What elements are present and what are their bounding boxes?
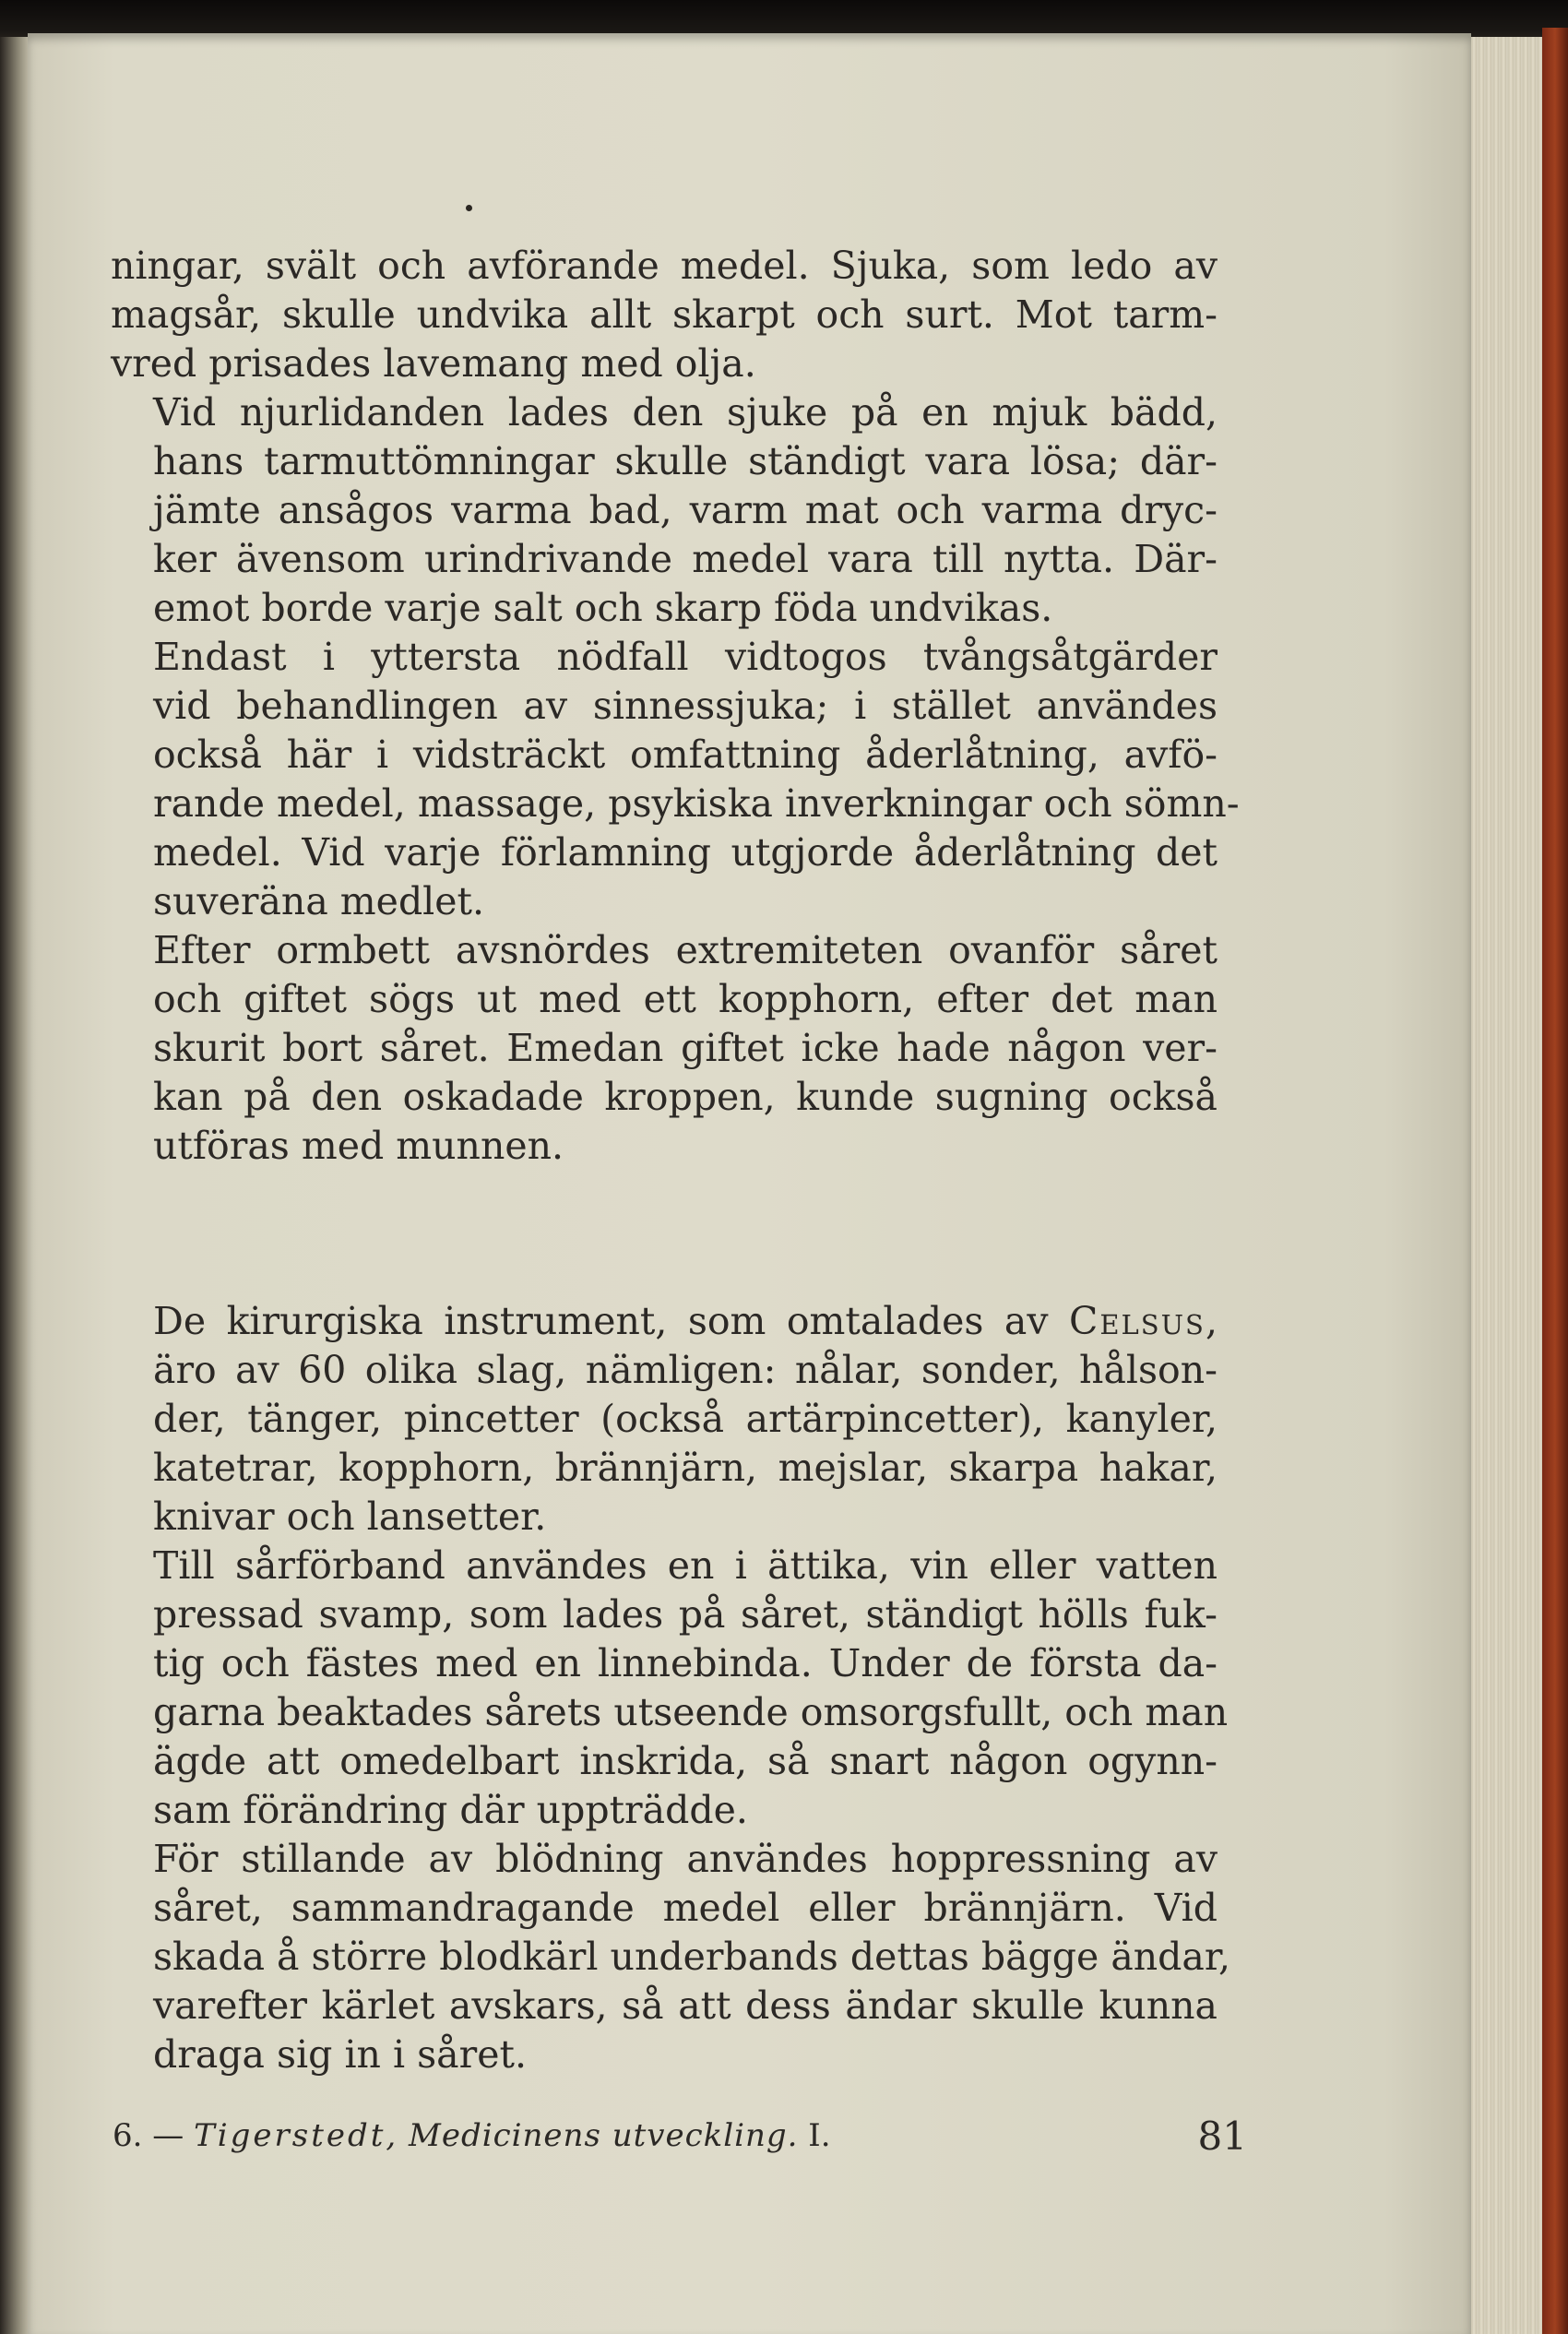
text-line: kan på den oskadade kroppen, kunde sugning också — [153, 1075, 1218, 1119]
paragraph — [111, 388, 1218, 633]
text-section-1 — [111, 242, 1240, 1171]
signature-line — [113, 2117, 831, 2154]
page-edges — [1462, 37, 1550, 2334]
text-line: katetrar, kopphorn, brännjärn, mejslar, skarpa hakar, — [153, 1446, 1218, 1490]
text-line: garna beaktades sårets utseende omsorgsfullt, och man — [153, 1690, 1229, 1734]
text-line: ker ävensom urindrivande medel vara till nytta. Där- — [153, 537, 1218, 581]
text-line: utföras med munnen. — [153, 1124, 564, 1168]
line-punctuation: , — [1205, 1299, 1218, 1343]
page-footer — [113, 2114, 1247, 2169]
ink-dot — [466, 205, 472, 211]
text-line: pressad svamp, som lades på såret, ständigt hölls fuk- — [153, 1592, 1218, 1637]
text-line: och giftet sögs ut med ett kopphorn, efter det man — [153, 977, 1218, 1021]
text-line: ningar, svält och avförande medel. Sjuka, som ledo av — [111, 244, 1218, 288]
text-line: rande medel, massage, psykiska inverkningar och sömn- — [153, 781, 1240, 826]
book-page — [28, 33, 1471, 2334]
paragraph — [111, 633, 1240, 926]
text-line: sam förändring där uppträdde. — [153, 1788, 748, 1832]
text-line: suveräna medlet. — [153, 879, 485, 923]
text-line: Efter ormbett avsnördes extremiteten ovanför såret — [153, 928, 1218, 972]
paragraph — [111, 1835, 1230, 2079]
text-line: magsår, skulle undvika allt skarpt och surt. Mot tarm- — [111, 292, 1218, 337]
signature-author: Tigerstedt, — [194, 2117, 399, 2154]
text-line: emot borde varje salt och skarp föda undvikas. — [153, 586, 1053, 630]
text-line: Endast i yttersta nödfall vidtogos tvångsåtgärder — [153, 635, 1218, 679]
text-line: hans tarmuttömningar skulle ständigt vara lösa; där- — [153, 439, 1218, 483]
text-line: draga sig in i såret. — [153, 2032, 527, 2077]
book-binding-edge — [0, 37, 31, 2334]
text-section-2 — [111, 1297, 1230, 2079]
signature-number: 6. — — [113, 2117, 184, 2154]
text-line: der, tänger, pincetter (också artärpincetter), kanyler, — [153, 1397, 1218, 1441]
book-cover-edge — [1542, 28, 1568, 2334]
text-line: knivar och lansetter. — [153, 1494, 547, 1539]
text-line: För stillande av blödning användes hoppressning av — [153, 1837, 1218, 1881]
text-line: tig och fästes med en linnebinda. Under de första da- — [153, 1641, 1218, 1685]
signature-volume: I. — [808, 2117, 831, 2154]
signature-title: Medicinens utveckling. — [409, 2117, 799, 2154]
text-line: ägde att omedelbart inskrida, så snart någon ogynn- — [153, 1739, 1218, 1783]
paragraph — [111, 926, 1218, 1171]
text-line: vid behandlingen av sinnessjuka; i stället användes — [153, 684, 1218, 728]
text-line: varefter kärlet avskars, så att dess ändar skulle kunna — [153, 1983, 1218, 2028]
text-line: skada å större blodkärl underbands dettas bägge ändar, — [153, 1935, 1230, 1979]
text-line: såret, sammandragande medel eller brännjärn. Vid — [153, 1886, 1218, 1930]
text-line: medel. Vid varje förlamning utgjorde åderlåtning det — [153, 830, 1218, 875]
paragraph — [111, 1297, 1218, 1542]
text-line — [111, 1297, 1218, 1346]
line-text: De kirurgiska instrument, som omtalades av — [153, 1299, 1049, 1343]
text-line: äro av 60 olika slag, nämligen: nålar, sonder, hålson- — [153, 1348, 1218, 1392]
text-line: skurit bort såret. Emedan giftet icke hade någon ver- — [153, 1026, 1218, 1070]
author-name-celsus: Celsus — [1068, 1299, 1206, 1343]
text-line: jämte ansågos varma bad, varm mat och varma dryc- — [153, 488, 1218, 532]
text-line: vred prisades lavemang med olja. — [111, 341, 756, 386]
page-number: 81 — [1197, 2114, 1247, 2159]
text-line: också här i vidsträckt omfattning åderlåtning, avfö- — [153, 732, 1218, 777]
paragraph — [111, 1542, 1229, 1835]
paragraph — [111, 242, 1218, 388]
text-line: Till sårförband användes en i ättika, vin eller vatten — [153, 1543, 1218, 1588]
text-line: Vid njurlidanden lades den sjuke på en mjuk bädd, — [153, 390, 1218, 435]
